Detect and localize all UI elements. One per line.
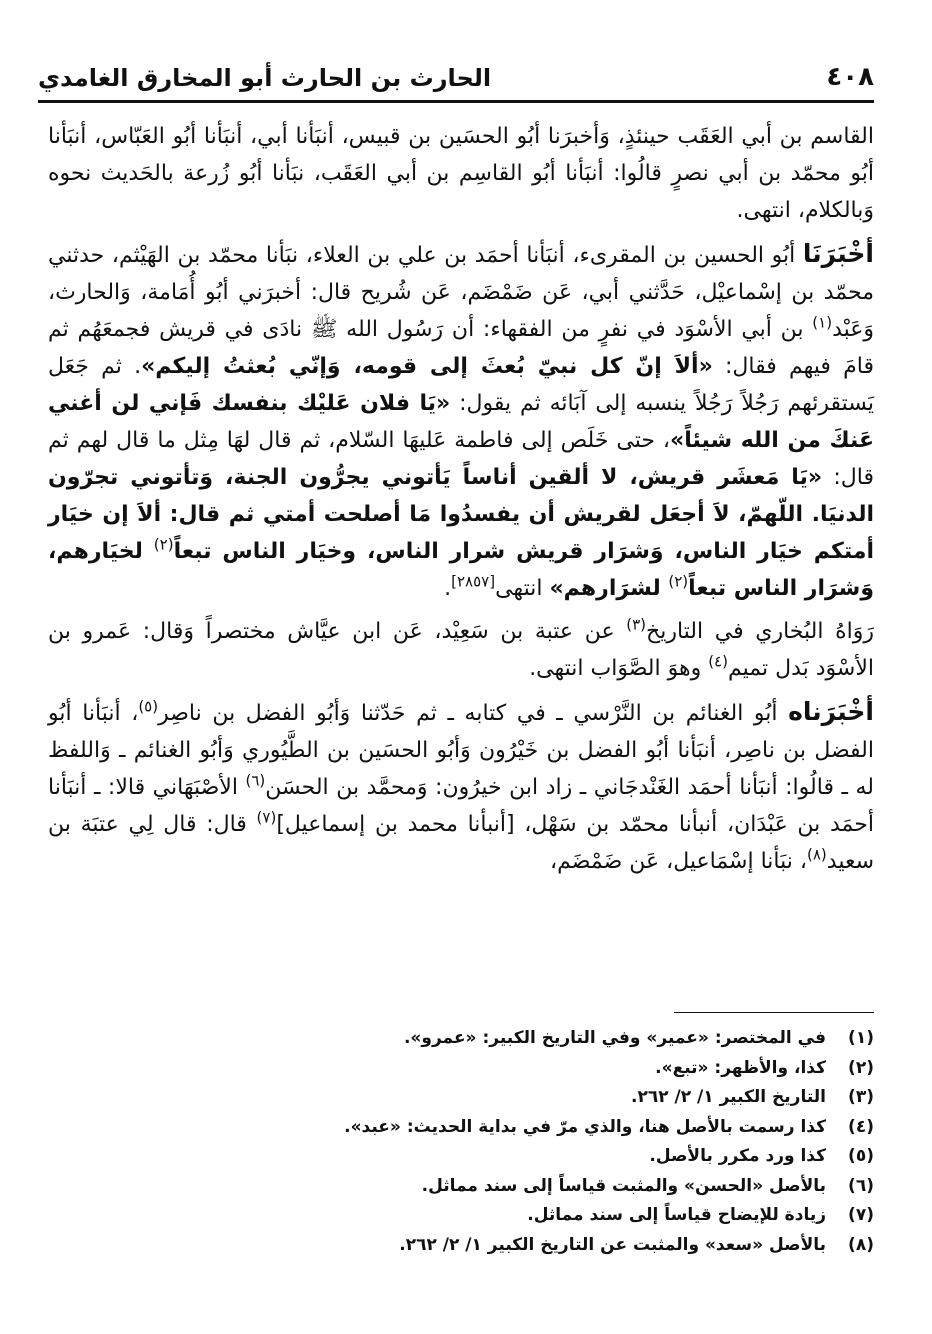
footnote-number: (٨) [848, 1234, 874, 1255]
paragraph-4 [48, 693, 874, 880]
footnote-number: (٢) [848, 1057, 874, 1078]
paragraph-2 [48, 235, 874, 607]
paragraph-text: انتهى [495, 576, 550, 601]
paragraph-text: قال: قال لِي عتبَة بن سعيد [48, 812, 874, 874]
footnote [48, 1172, 874, 1202]
lead-word: أخْبَرَناه [788, 697, 874, 726]
paragraph-text: عن عتبة بن سَعِيْد، عَن ابن عيَّاش مختصراً وَقال: عَمرو بن الأسْوَد بَدل تميم [48, 619, 874, 681]
footnote-text: كذا ورد مكرر بالأصل. [649, 1146, 826, 1166]
footnote-number: (٤) [848, 1116, 874, 1137]
footnote-text: بالأصل «الحسن» والمثبت قياساً إلى سند مماثل. [421, 1175, 826, 1196]
running-title: الحارث بن الحارث أبو المخارق الغامدي [38, 64, 492, 92]
footnote [48, 1024, 874, 1054]
paragraph-text: القاسم بن أبي العَقَب حينئذٍ، وَأخبرَنا أبُو الحسَين بن قبيس، أنبَأنا أبي، أنبَأنا أبُو العَبّاس، أنبَأنا أبُو محمّد بن أبي نصرٍ قالُوا: أنبَأنا أبُو القاسِم بن أبي العَقَب، نبَأنا أبُو زُرعة بالحَديث نحوه وَبالكلام، انتهى. [48, 124, 874, 223]
footnote-ref[interactable]: (٤) [708, 652, 728, 671]
footnote-text: كذا رسمت بالأصل هنا، والذي مرّ في بداية الحديث: «عبد». [344, 1116, 826, 1137]
paragraph-text: بن أبي الأسْوَد في نفرٍ من الفقهاء: أن رَسُول الله ﷺ نادَى في قريش فجمعَهُم ثم قامَ فيهم فقال: [48, 317, 874, 379]
footnote-ref[interactable]: (٦) [245, 771, 266, 790]
footnote-number: (١) [848, 1028, 874, 1048]
page-number: ٤٠٨ [826, 62, 874, 92]
footnote-ref[interactable]: (٣) [626, 615, 647, 634]
footnote-number: (٣) [848, 1087, 874, 1107]
footnote-ref[interactable]: (٢) [668, 572, 689, 591]
paragraph-text: ، أنبَأنا أبُو الفضل بن ناصِر، أنبَأنا أبُو الفضل بن خَيْرُون وَأبُو الحسَين بن الطَّيُوري وَأبُو الغنائم ـ وَاللفظ له ـ قالُوا: أنبَأنا أحمَد الغَنْدجَاني ـ زاد ابن خيرُون: وَمحمَّد بن الحسَن [48, 701, 874, 800]
footnote-number: (٥) [848, 1146, 874, 1166]
footnote-text: التاريخ الكبير ١/ ٢/ ٢٦٢. [630, 1087, 826, 1107]
paragraph-text: . [444, 576, 452, 601]
main-text [48, 118, 874, 886]
footnotes [48, 1024, 874, 1260]
hadith-quote: «يَا فلان عَليْك بنفسك فَإني لن أغني عَنكَ من الله شيئاً» [48, 391, 874, 453]
footnote-number: (٧) [848, 1205, 874, 1225]
header-rule [38, 100, 874, 103]
paragraph-text: رَوَاهُ البُخاري في التاريخ [646, 619, 874, 644]
footnote [48, 1142, 874, 1172]
hadith-number: [٢٨٥٧] [451, 572, 496, 591]
footnote-divider [674, 1012, 874, 1013]
footnote [48, 1054, 874, 1084]
lead-word: أخْبَرَنَا [802, 239, 874, 268]
paragraph-text: . ثم جَعَل يَستقرئهم رَجُلاً رَجُلاً ينسبه إلى آبَائه ثم يقول: [48, 354, 874, 416]
hadith-quote: «ألاَ إنّ كل نبيّ بُعثَ إلى قومه، وَإنّي بُعثتُ إليكم» [141, 354, 713, 379]
paragraph-text: وهوَ الصَّوَاب انتهى. [529, 656, 709, 681]
paragraph-text: ، نبَأنا إسْمَاعيل، عَن ضَمْضَم، [550, 849, 807, 874]
footnote [48, 1201, 874, 1231]
footnote-ref[interactable]: (٧) [256, 808, 277, 827]
footnote [48, 1231, 874, 1261]
footnote-text: زيادة للإيضاح قياساً إلى سند مماثل. [527, 1205, 826, 1225]
paragraph-3 [48, 613, 874, 687]
page-header [38, 56, 874, 100]
paragraph-text: أبُو الغنائم بن النَّرْسي ـ في كتابه ـ ثم حَدّثنا وَأبُو الفضل بن ناصِر [158, 701, 789, 726]
footnote-text: بالأصل «سعد» والمثبت عن التاريخ الكبير ١/ ٢/ ٢٦٢. [399, 1234, 826, 1255]
footnote-text: كذا، والأظهر: «تبع». [655, 1057, 826, 1078]
footnote-number: (٦) [848, 1175, 874, 1196]
paragraph-text: الأصْبَهَاني قالا: ـ أنبَأنا أحمَد بن عَبْدَان، أنبأنا محمّد بن سَهْل، [أنبأنا محمد بن إسماعيل] [48, 775, 874, 837]
paragraph-text: ، حتى خَلَص إلى فاطمة عَليهَا السّلام، ثم قال لهَا مِثل ما قال لهم ثم قال: [48, 428, 874, 490]
footnote-ref[interactable]: (٨) [806, 845, 827, 864]
hadith-quote: لخيَارهم، وَشرَار الناس تبعاً [48, 539, 874, 601]
footnote-ref[interactable]: (١) [812, 313, 833, 332]
footnote [48, 1113, 874, 1143]
paragraph-text: أبُو الحسين بن المقرىء، أنبَأنا أحمَد بن علي بن العلاء، نبَأنا محمّد بن الهَيْثم، حدثني محمّد بن إسْماعيْل، حَدَّثني أبي، عَن ضَمْضَم، عَن شُريح قال: أخبرَني أبُو أُمَامة، وَالحارث، وَعَبْد [48, 243, 874, 342]
hadith-quote: «يَا مَعشَر قريش، لا ألقين أناساً يَأتوني يجرُّون الجنة، وَتأتوني تجرّون الدنيَا. اللّهمّ، لاَ أجعَل لقريش أن يفسدُوا مَا أصلحت أمتي ثم قال: ألاَ إن خيَار أمتكم خيَار الناس، وَشرَار قريش شرار الناس، وخيَار الناس تبعاً [48, 465, 874, 564]
footnote-ref[interactable]: (٥) [138, 697, 159, 716]
paragraph-1 [48, 118, 874, 229]
footnote [48, 1083, 874, 1113]
footnote-ref[interactable]: (٢) [153, 535, 174, 554]
hadith-quote: لشرَارهم» [549, 576, 669, 601]
footnote-text: في المختصر: «عمير» وفي التاريخ الكبير: «عمرو». [403, 1028, 826, 1048]
